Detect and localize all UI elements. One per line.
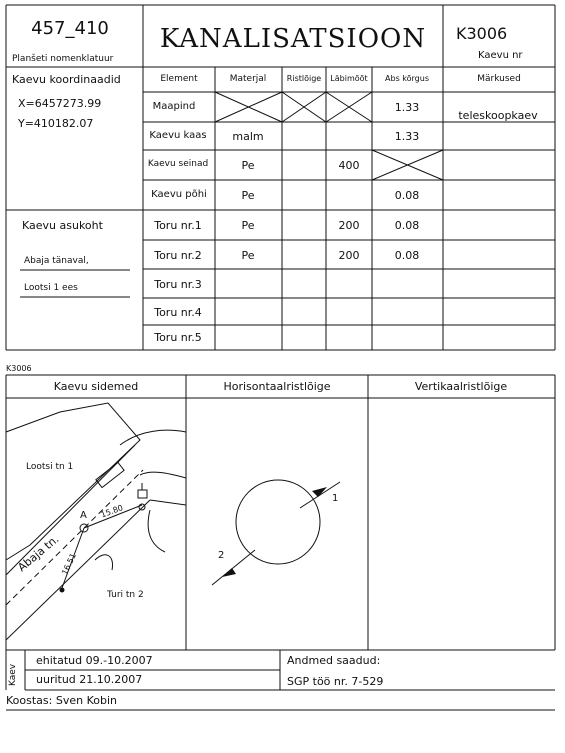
col-cross-section: Ristlõige xyxy=(286,74,322,83)
data-source-value: SGP töö nr. 7-529 xyxy=(287,675,384,688)
pipe-label-1: 1 xyxy=(332,493,339,504)
row-material: Pe xyxy=(241,189,255,202)
row-elevation: 1.33 xyxy=(394,130,420,143)
pipe-label-2: 2 xyxy=(218,550,225,561)
row-diameter: 200 xyxy=(338,219,360,232)
map-number: 457_410 xyxy=(31,18,109,39)
section-tag: K3006 xyxy=(6,364,32,373)
location-line-1: Abaja tänaval, xyxy=(24,256,89,266)
street-label: Abaja tn. xyxy=(15,532,62,575)
document-title: KANALISATSIOON xyxy=(159,24,427,54)
coordinate-x: X=6457273.99 xyxy=(18,97,102,110)
col-element: Element xyxy=(160,74,198,84)
row-elevation: 1.33 xyxy=(394,101,420,114)
row-element: Toru nr.1 xyxy=(154,219,202,232)
location-line-2: Lootsi 1 ees xyxy=(24,283,78,293)
coordinates-label: Kaevu koordinaadid xyxy=(12,73,121,86)
row-elevation: 0.08 xyxy=(394,219,420,232)
panel-vertical-title: Vertikaalristlõige xyxy=(414,380,508,393)
col-notes: Märkused xyxy=(477,74,521,84)
col-diameter: Läbimõõt xyxy=(330,74,368,83)
map-number-caption: Planšeti nomenklatuur xyxy=(12,54,114,64)
row-material: Pe xyxy=(241,219,255,232)
row-element: Toru nr.4 xyxy=(154,306,202,319)
row-element: Kaevu seinad xyxy=(147,159,209,169)
col-material: Materjal xyxy=(229,74,267,84)
row-notes: teleskoopkaev xyxy=(458,109,538,122)
location-label: Kaevu asukoht xyxy=(22,219,103,232)
parcel-label-b: Turi tn 2 xyxy=(107,590,144,600)
row-elevation: 0.08 xyxy=(394,189,420,202)
row-material: Pe xyxy=(241,159,255,172)
coordinate-y: Y=410182.07 xyxy=(18,117,94,130)
row-diameter: 200 xyxy=(338,249,360,262)
row-diameter: 400 xyxy=(338,159,360,172)
well-id-caption: Kaevu nr xyxy=(478,50,523,61)
row-material: malm xyxy=(232,130,264,143)
row-element: Toru nr.5 xyxy=(154,331,202,344)
well-id: K3006 xyxy=(456,24,508,43)
row-element: Maapind xyxy=(152,101,196,112)
surveyed-date: uuritud 21.10.2007 xyxy=(36,673,143,686)
row-element: Kaevu põhi xyxy=(151,189,207,200)
row-element: Toru nr.2 xyxy=(154,249,202,262)
row-element: Kaevu kaas xyxy=(149,130,207,141)
row-elevation: 0.08 xyxy=(394,249,420,262)
data-source-label: Andmed saadud: xyxy=(287,654,381,667)
row-material: Pe xyxy=(241,249,255,262)
distance-label-1: 15.80 xyxy=(99,503,125,520)
row-element: Toru nr.3 xyxy=(154,278,202,291)
panel-horizontal-title: Horisontaalristlõige xyxy=(223,380,331,393)
author: Koostas: Sven Kobin xyxy=(6,694,117,707)
built-date: ehitatud 09.-10.2007 xyxy=(36,654,153,667)
distance-label-2: 16.51 xyxy=(60,551,78,577)
well-point-label: A xyxy=(80,510,87,521)
parcel-label-a: Lootsi tn 1 xyxy=(26,462,74,472)
col-elevation: Abs kõrgus xyxy=(385,74,429,83)
panel-links-title: Kaevu sidemed xyxy=(53,380,139,393)
footer-vertical-label: Kaev xyxy=(8,663,18,686)
